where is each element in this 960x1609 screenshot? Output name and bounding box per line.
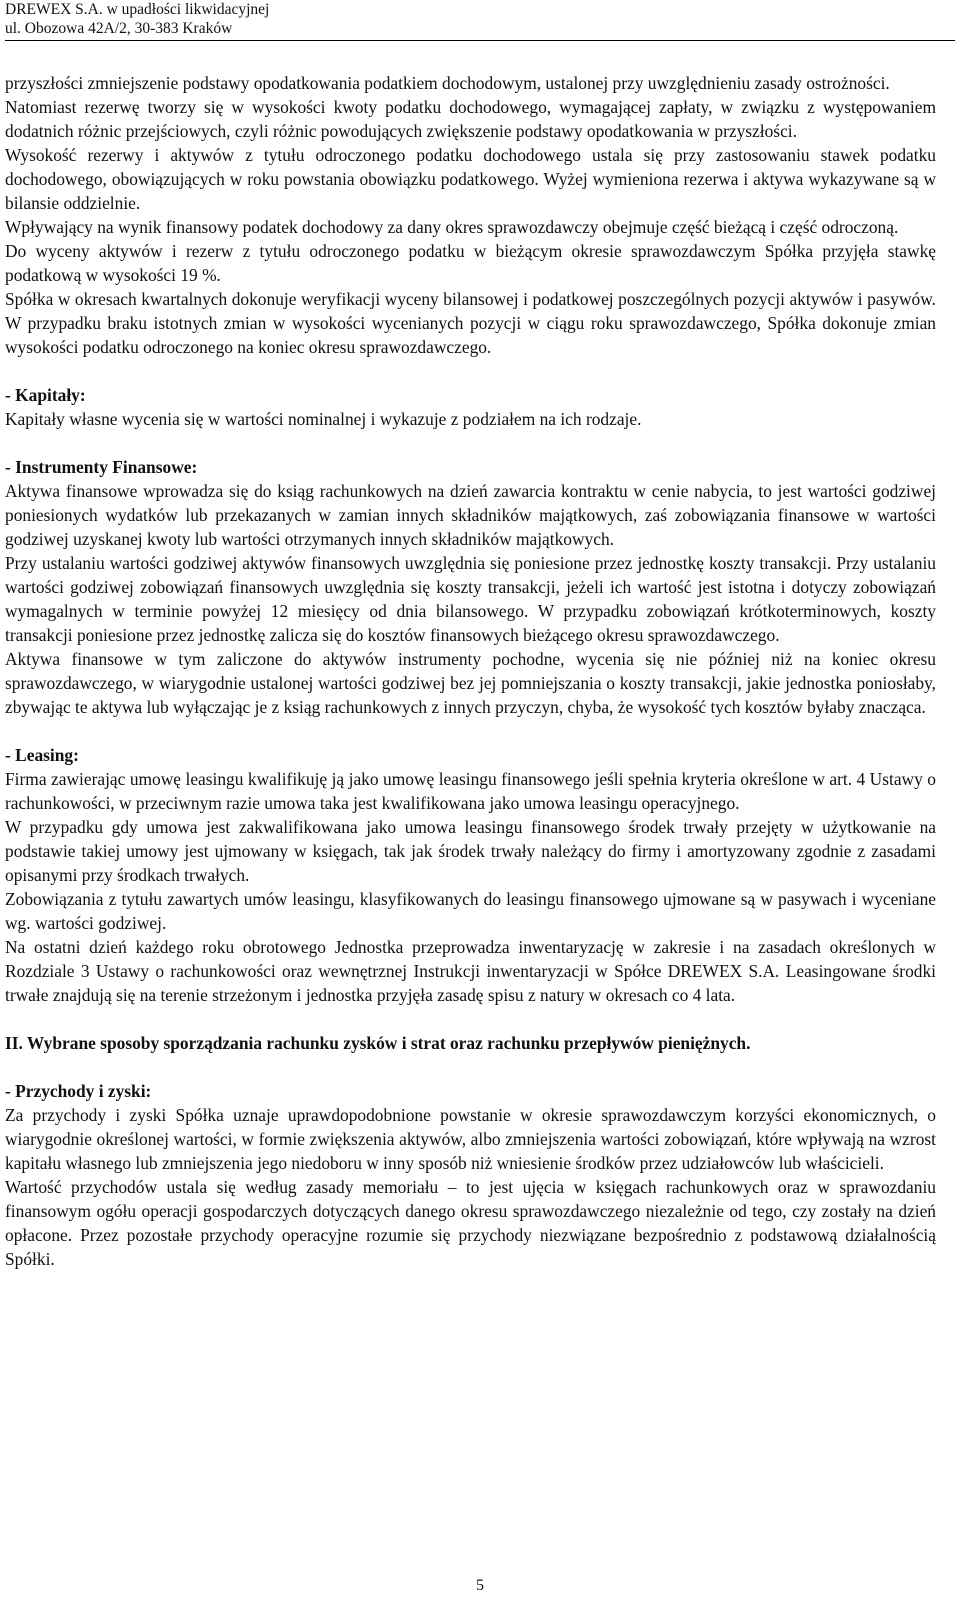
paragraph: Przy ustalaniu wartości godziwej aktywów finansowych uwzględnia się poniesione przez jednostkę koszty transakcji. Przy ustalaniu wartości godziwej zobowiązań finansowych uwzględnia się koszty transakcji, jeżeli ich wartość jest istotna i dotyczy zobowiązań wymagalnych w terminie powyżej 12 miesięcy od dnia bilansowego. W przypadku zobowiązań krótkoterminowych, koszty transakcji poniesione przez jednostkę zalicza się do kosztów finansowych bieżącego okresu sprawozdawczego. [5, 553, 936, 645]
paragraph: W przypadku gdy umowa jest zakwalifikowana jako umowa leasingu finansowego środek trwały przejęty w użytkowanie na podstawie takiej umowy jest ujmowany w księgach, tak jak środek trwały należący do firmy i amortyzowany zgodnie z zasadami opisanymi przy środkach trwałych. [5, 817, 936, 885]
paragraph: przyszłości zmniejszenie podstawy opodatkowania podatkiem dochodowym, ustalonej przy uwzględnieniu zasady ostrożności. [5, 73, 890, 93]
section-heading-kapitaly: - Kapitały: [5, 385, 86, 405]
document-body [5, 71, 936, 1271]
paragraph: Wysokość rezerwy i aktywów z tytułu odroczonego podatku dochodowego ustala się przy zastosowaniu stawek podatku dochodowego, obowiązujących w roku powstania obowiązku podatkowego. Wyżej wymieniona rezerwa i aktywa wykazywane są w bilansie oddzielnie. [5, 145, 936, 213]
paragraph: Wpływający na wynik finansowy podatek dochodowy za dany okres sprawozdawczy obejmuje część bieżącą i część odroczoną. [5, 217, 899, 237]
section-heading-instrumenty: - Instrumenty Finansowe: [5, 457, 198, 477]
section-heading-przychody: - Przychody i zyski: [5, 1081, 152, 1101]
page-number: 5 [476, 1577, 484, 1594]
paragraph: Wartość przychodów ustala się według zasady memoriału – to jest ujęcia w księgach rachunkowych oraz w sprawozdaniu finansowym ogółu operacji gospodarczych dotyczących danego okresu sprawozdawczego niezależnie od tego, czy zostały na dzień opłacone. Przez pozostałe przychody operacyjne rozumie się przychody niezwiązane bezpośrednio z podstawową działalnością Spółki. [5, 1177, 936, 1269]
header-address: ul. Obozowa 42A/2, 30-383 Kraków [5, 20, 233, 37]
paragraph: Aktywa finansowe wprowadza się do ksiąg rachunkowych na dzień zawarcia kontraktu w cenie nabycia, to jest wartości godziwej poniesionych wydatków lub przekazanych w zamian innych składników majątkowych, zaś zobowiązania finansowe w wartości godziwej uzyskanej kwoty lub wartości otrzymanych innych składników majątkowych. [5, 481, 936, 549]
paragraph: Do wyceny aktywów i rezerw z tytułu odroczonego podatku w bieżącym okresie sprawozdawczym Spółka przyjęła stawkę podatkową w wysokości 19 %. [5, 241, 936, 285]
header-company: DREWEX S.A. w upadłości likwidacyjnej [5, 1, 270, 18]
page-header [5, 0, 955, 41]
paragraph: Firma zawierając umowę leasingu kwalifikuję ją jako umowę leasingu finansowego jeśli spełnia kryteria określone w art. 4 Ustawy o rachunkowości, w przeciwnym razie umowa taka jest kwalifikowana jako umowa leasingu operacyjnego. [5, 769, 936, 813]
paragraph: Natomiast rezerwę tworzy się w wysokości kwoty podatku dochodowego, wymagającej zapłaty, w związku z występowaniem dodatnich różnic przejściowych, czyli różnic powodujących zwiększenie podstawy opodatkowania w przyszłości. [5, 97, 936, 141]
paragraph: Zobowiązania z tytułu zawartych umów leasingu, klasyfikowanych do leasingu finansowego ujmowane są w pasywach i wyceniane wg. wartości godziwej. [5, 889, 936, 933]
paragraph: Kapitały własne wycenia się w wartości nominalnej i wykazuje z podziałem na ich rodzaje. [5, 409, 642, 429]
paragraph: Aktywa finansowe w tym zaliczone do aktywów instrumenty pochodne, wycenia się nie później niż na koniec okresu sprawozdawczego, w wiarygodnie ustalonej wartości godziwej bez jej pomniejszania o koszty transakcji, jakie jednostka poniosłaby, zbywając te aktywa lub wyłączając je z ksiąg rachunkowych z innych przyczyn, chyba, że wysokość tych kosztów byłaby znacząca. [5, 649, 936, 717]
paragraph: Na ostatni dzień każdego roku obrotowego Jednostka przeprowadza inwentaryzację w zakresie i na zasadach określonych w Rozdziale 3 Ustawy o rachunkowości oraz wewnętrznej Instrukcji inwentaryzacji w Spółce DREWEX S.A. Leasingowane środki trwałe znajdują się na terenie strzeżonym i jednostka przyjęła zasadę spisu z natury w okresach co 4 lata. [5, 937, 936, 1005]
chapter-heading: II. Wybrane sposoby sporządzania rachunku zysków i strat oraz rachunku przepływów pieniężnych. [5, 1033, 751, 1053]
section-heading-leasing: - Leasing: [5, 745, 79, 765]
paragraph: Spółka w okresach kwartalnych dokonuje weryfikacji wyceny bilansowej i podatkowej poszczególnych pozycji aktywów i pasywów. W przypadku braku istotnych zmian w wysokości wycenianych pozycji w ciągu roku sprawozdawczego, Spółka dokonuje zmian wysokości podatku odroczonego na koniec okresu sprawozdawczego. [5, 289, 936, 357]
paragraph: Za przychody i zyski Spółka uznaje uprawdopodobnione powstanie w okresie sprawozdawczym korzyści ekonomicznych, o wiarygodnie określonej wartości, w formie zwiększenia aktywów, albo zmniejszenia wartości zobowiązań, które wpływają na wzrost kapitału własnego lub zmniejszenia jego niedoboru w inny sposób niż wniesienie środków przez udziałowców lub właścicieli. [5, 1105, 936, 1173]
